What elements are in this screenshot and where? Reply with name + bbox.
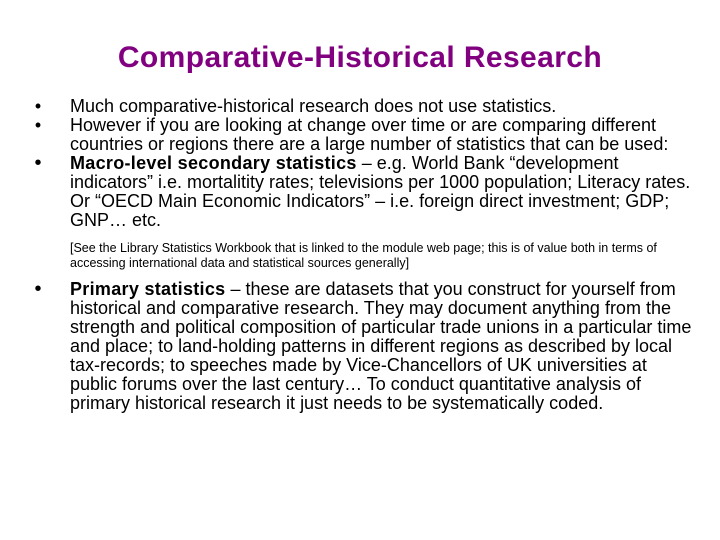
bullet-text: – e.g. World Bank “development indicators” i.e. mortalitity rates; televisions per 1000 population; Literacy rates. Or “OECD Main Economic Indicators” – i.e. foreign direct investment; GDP; GNP… etc. — [70, 153, 691, 230]
bullet-marker: • — [34, 278, 42, 300]
bullet-heading: Primary statistics — [70, 279, 226, 299]
bullet-item-no-statistics — [30, 97, 692, 116]
library-note: [See the Library Statistics Workbook that is linked to the module web page; this is of value both in terms of accessing international data and statistical sources generally] — [70, 241, 657, 270]
bullet-marker: • — [34, 96, 42, 116]
bullet-item-change-over-time — [30, 116, 692, 154]
bullet-text: – these are datasets that you construct for yourself from historical and comparative research. They may document anything from the strength and political composition of particular trade unions in a particular time and place; to land-holding patterns in different regions as described by local tax-records; to speeches made by Vice-Chancellors of UK universities at public forums over the last century… To conduct quantitative analysis of primary historical research it just needs to be systematically coded. — [70, 279, 692, 413]
bullet-marker: • — [34, 115, 42, 135]
bullet-text: However if you are looking at change over time or are comparing different countries or regions there are a large number of statistics that can be used: — [70, 115, 669, 154]
bullet-item-macro-level — [30, 154, 692, 230]
bullet-item-primary-statistics — [30, 280, 692, 413]
bullet-heading: Macro-level secondary statistics — [70, 153, 357, 173]
bullet-marker: • — [34, 152, 42, 174]
bullet-text: Much comparative-historical research does not use statistics. — [70, 96, 557, 116]
slide-title: Comparative-Historical Research — [117, 41, 603, 74]
slide-body — [30, 97, 692, 413]
